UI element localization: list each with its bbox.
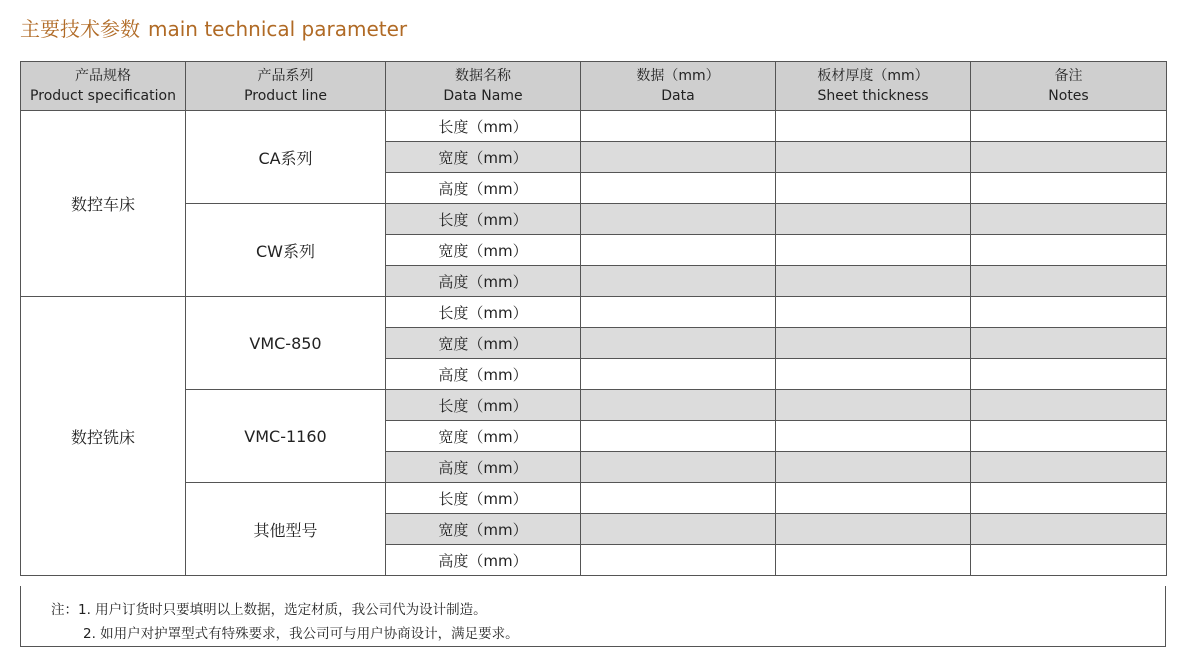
sheet-thickness-cell[interactable] <box>776 545 971 576</box>
column-header <box>581 62 776 111</box>
column-header <box>386 62 581 111</box>
data-value-cell[interactable] <box>581 390 776 421</box>
product-spec-cell: 数控铣床 <box>21 297 186 576</box>
data-name-cell: 高度（mm） <box>386 266 581 297</box>
sheet-thickness-cell[interactable] <box>776 173 971 204</box>
sheet-thickness-cell[interactable] <box>776 297 971 328</box>
column-header-en: Product specification <box>30 88 176 104</box>
data-value-cell[interactable] <box>581 266 776 297</box>
data-value-cell[interactable] <box>581 204 776 235</box>
column-header-zh: 数据名称 <box>455 68 511 84</box>
column-header-zh: 产品系列 <box>257 68 314 84</box>
data-value-cell[interactable] <box>581 421 776 452</box>
data-value-cell[interactable] <box>581 514 776 545</box>
data-value-cell[interactable] <box>581 483 776 514</box>
column-header <box>21 62 186 111</box>
sheet-thickness-cell[interactable] <box>776 328 971 359</box>
data-name-cell: 长度（mm） <box>386 111 581 142</box>
notes-cell[interactable] <box>971 421 1167 452</box>
column-header-en: Sheet thickness <box>817 88 929 104</box>
data-name-cell: 高度（mm） <box>386 452 581 483</box>
notes-cell[interactable] <box>971 235 1167 266</box>
column-header-zh: 数据（mm） <box>636 68 720 84</box>
column-header <box>971 62 1167 111</box>
data-name-cell: 高度（mm） <box>386 545 581 576</box>
data-value-cell[interactable] <box>581 173 776 204</box>
note-line-2: 2. 如用户对护罩型式有特殊要求，我公司可与用户协商设计，满足要求。 <box>83 626 519 642</box>
data-value-cell[interactable] <box>581 359 776 390</box>
data-value-cell[interactable] <box>581 142 776 173</box>
table-header-row <box>21 62 1167 111</box>
table-row <box>21 111 1167 142</box>
product-line-cell: 其他型号 <box>186 483 386 576</box>
sheet-thickness-cell[interactable] <box>776 514 971 545</box>
notes-cell[interactable] <box>971 545 1167 576</box>
column-header-zh: 备注 <box>1054 68 1083 84</box>
column-header-zh: 产品规格 <box>75 68 131 84</box>
page-title <box>20 13 407 42</box>
data-name-cell: 宽度（mm） <box>386 142 581 173</box>
data-name-cell: 宽度（mm） <box>386 421 581 452</box>
column-header-en: Notes <box>1048 88 1089 104</box>
sheet-thickness-cell[interactable] <box>776 111 971 142</box>
data-name-cell: 长度（mm） <box>386 483 581 514</box>
sheet-thickness-cell[interactable] <box>776 235 971 266</box>
product-line-cell: CA系列 <box>186 111 386 204</box>
note-line-1: 注：1. 用户订货时只要填明以上数据，选定材质，我公司代为设计制造。 <box>51 602 487 618</box>
product-line-cell: VMC-1160 <box>186 390 386 483</box>
table-row <box>21 483 1167 514</box>
data-name-cell: 长度（mm） <box>386 297 581 328</box>
column-header <box>776 62 971 111</box>
notes-cell[interactable] <box>971 142 1167 173</box>
data-value-cell[interactable] <box>581 235 776 266</box>
column-header-en: Data <box>661 88 695 104</box>
notes-cell[interactable] <box>971 359 1167 390</box>
data-value-cell[interactable] <box>581 297 776 328</box>
data-value-cell[interactable] <box>581 452 776 483</box>
product-spec-cell: 数控车床 <box>21 111 186 297</box>
notes-cell[interactable] <box>971 452 1167 483</box>
column-header-en: Product line <box>244 88 327 104</box>
data-name-cell: 长度（mm） <box>386 204 581 235</box>
sheet-thickness-cell[interactable] <box>776 204 971 235</box>
column-header <box>186 62 386 111</box>
data-name-cell: 宽度（mm） <box>386 328 581 359</box>
product-line-cell: CW系列 <box>186 204 386 297</box>
table-row <box>21 204 1167 235</box>
notes-cell[interactable] <box>971 111 1167 142</box>
column-header-zh: 板材厚度（mm） <box>817 68 929 84</box>
data-name-cell: 高度（mm） <box>386 173 581 204</box>
data-name-cell: 宽度（mm） <box>386 235 581 266</box>
sheet-thickness-cell[interactable] <box>776 421 971 452</box>
data-value-cell[interactable] <box>581 545 776 576</box>
notes-cell[interactable] <box>971 514 1167 545</box>
notes-cell[interactable] <box>971 483 1167 514</box>
data-value-cell[interactable] <box>581 328 776 359</box>
sheet-thickness-cell[interactable] <box>776 483 971 514</box>
table-row <box>21 390 1167 421</box>
page-title-en: main technical parameter <box>148 17 408 41</box>
notes-box <box>20 586 1166 647</box>
notes-cell[interactable] <box>971 266 1167 297</box>
product-line-cell: VMC-850 <box>186 297 386 390</box>
notes-cell[interactable] <box>971 173 1167 204</box>
sheet-thickness-cell[interactable] <box>776 142 971 173</box>
sheet-thickness-cell[interactable] <box>776 390 971 421</box>
notes-cell[interactable] <box>971 390 1167 421</box>
data-name-cell: 长度（mm） <box>386 390 581 421</box>
sheet-thickness-cell[interactable] <box>776 359 971 390</box>
notes-cell[interactable] <box>971 328 1167 359</box>
table-body <box>21 111 1167 576</box>
parameter-table <box>20 61 1167 576</box>
data-name-cell: 宽度（mm） <box>386 514 581 545</box>
data-name-cell: 高度（mm） <box>386 359 581 390</box>
table-row <box>21 297 1167 328</box>
sheet-thickness-cell[interactable] <box>776 266 971 297</box>
notes-cell[interactable] <box>971 204 1167 235</box>
data-value-cell[interactable] <box>581 111 776 142</box>
notes-cell[interactable] <box>971 297 1167 328</box>
sheet-thickness-cell[interactable] <box>776 452 971 483</box>
column-header-en: Data Name <box>443 88 523 104</box>
page-title-zh: 主要技术参数 <box>20 17 140 41</box>
